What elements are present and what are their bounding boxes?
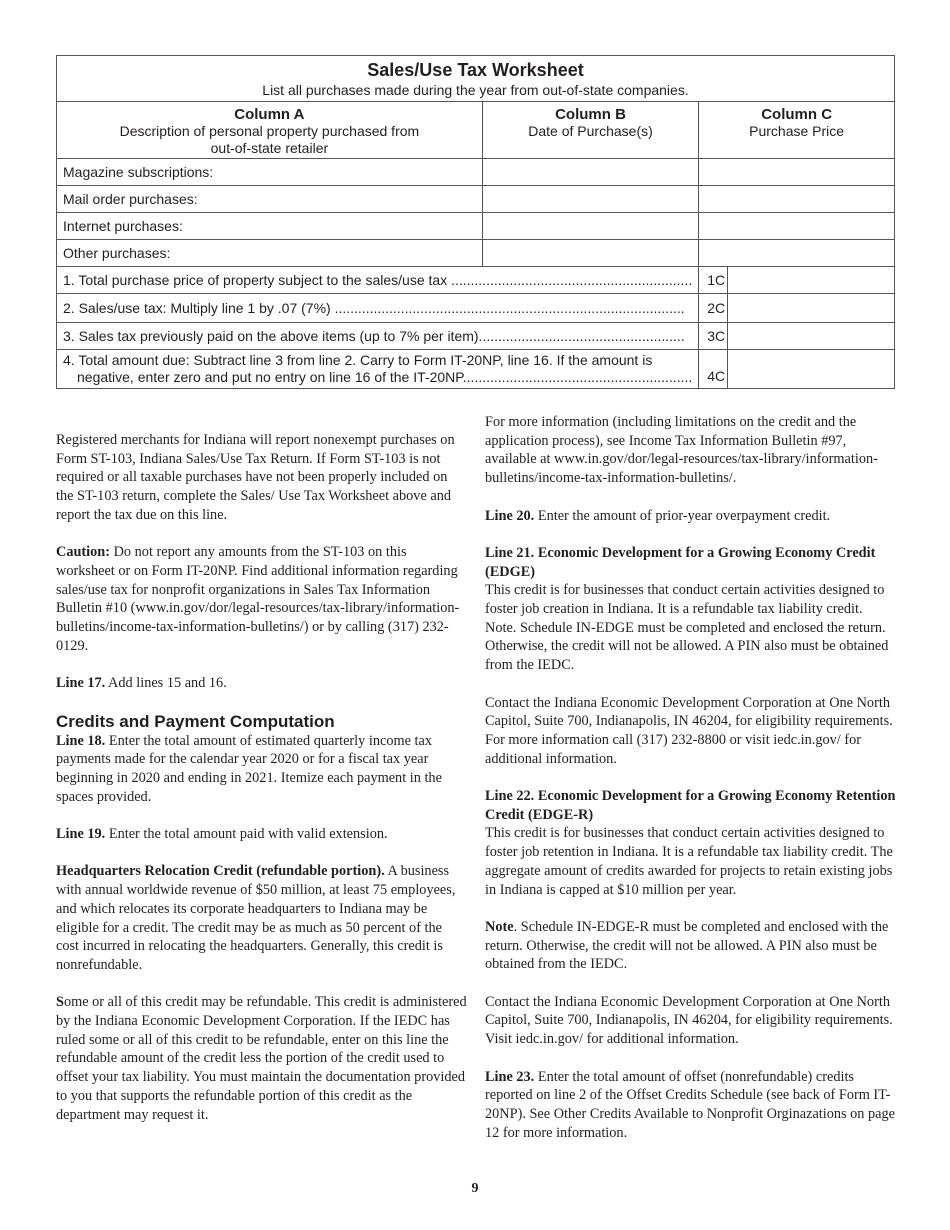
line-1-row: [57, 267, 895, 294]
line-21-heading: Line 21. Economic Development for a Growing Economy Credit (EDGE): [485, 544, 876, 580]
price-field[interactable]: [699, 213, 895, 240]
line-label: Line 17.: [56, 675, 106, 692]
line-code: 4C: [699, 350, 728, 389]
note-paragraph: [485, 918, 897, 974]
column-c-header: [699, 102, 895, 159]
line-4-text-cont: negative, enter zero and put no entry on line 16 of the IT-20NP...........................................................: [77, 369, 693, 385]
line-22-text: This credit is for businesses that conduct certain activities designed to foster job retention in Indiana. It is a refundable tax liability credit. The aggregate amount of credits awarded for projects to retain existing jobs in Indiana is capped at $10 million per year.: [485, 825, 893, 898]
line-2-row: [57, 294, 895, 323]
line-17-paragraph: [56, 674, 468, 693]
column-a-title: Column A: [234, 106, 305, 123]
contact-paragraph: Contact the Indiana Economic Development Corporation at One North Capitol, Suite 700, Indianapolis, IN 46204, for eligibility requirements. For more information call (317) 232-8800 or visit iedc.in.gov/ for additional information.: [485, 694, 893, 767]
row-label: Other purchases:: [57, 240, 483, 267]
date-field[interactable]: [482, 186, 698, 213]
line-label: Line 18.: [56, 732, 106, 749]
table-row: [57, 186, 895, 213]
line-3-row: [57, 323, 895, 350]
hq-credit-paragraph: [56, 862, 468, 974]
left-column: [56, 431, 468, 1143]
amount-field[interactable]: [728, 267, 895, 294]
line-text: Enter the amount of prior-year overpayment credit.: [534, 507, 831, 524]
amount-field[interactable]: [728, 294, 895, 323]
column-b-desc: Date of Purchase(s): [528, 123, 653, 139]
price-field[interactable]: [699, 240, 895, 267]
worksheet-header: [57, 56, 895, 102]
caution-paragraph: [56, 543, 468, 655]
note-text: . Schedule IN-EDGE-R must be completed and enclosed with the return. Otherwise, the credit will not be allowed. A PIN also must be obtained from the IEDC.: [485, 918, 889, 973]
table-row: [57, 213, 895, 240]
table-row: [57, 159, 895, 186]
caution-label: Caution:: [56, 544, 111, 561]
line-code: 3C: [699, 323, 728, 350]
date-field[interactable]: [482, 213, 698, 240]
hq-credit-text: A business with annual worldwide revenue of $50 million, at least 75 employees, and which relocates its corporate headquarters to Indiana may be eligible for a credit. The credit may be as much as 50 percent of the cost incurred in relocating the headquarters. Generally, this credit is nonrefundable.: [56, 863, 456, 973]
column-b-header: [482, 102, 698, 159]
line-text: Enter the total amount of offset (nonrefundable) credits reported on line 2 of the Offset Credits Schedule (see back of Form IT-20NP). See Other Credits Available to Nonprofit Orginazations on page 12 for more information.: [485, 1068, 896, 1141]
line-4-text: 4. Total amount due: Subtract line 3 from line 2. Carry to Form IT-20NP, line 16. If the amount is: [63, 352, 653, 368]
date-field[interactable]: [482, 159, 698, 186]
line-19-paragraph: [56, 825, 468, 844]
price-field[interactable]: [699, 186, 895, 213]
line-20-paragraph: [485, 507, 897, 526]
column-c-title: Column C: [761, 106, 833, 123]
line-23-paragraph: [485, 1068, 897, 1143]
worksheet-subtitle: List all purchases made during the year from out-of-state companies.: [262, 82, 689, 98]
date-field[interactable]: [482, 240, 698, 267]
paragraph: Registered merchants for Indiana will report nonexempt purchases on Form ST-103, Indiana Sales/Use Tax Return. If Form ST-103 is not required or all taxable purchases have not been properly included on the ST-103 return, complete the Sales/ Use Tax Worksheet above and report the tax due on this line.: [56, 432, 455, 523]
bold-initial: S: [56, 994, 64, 1011]
column-b-title: Column B: [555, 106, 626, 123]
line-18-paragraph: [56, 732, 468, 807]
line-text: Enter the total amount paid with valid extension.: [105, 826, 388, 842]
line-21-text: This credit is for businesses that conduct certain activities designed to foster job creation in Indiana. It is a refundable tax liability credit. Note. Schedule IN-EDGE must be completed and enclosed the return. Otherwise, the credit will not be allowed. A PIN also must be obtained from the IEDC.: [485, 582, 889, 674]
page-number: 9: [471, 1181, 479, 1196]
note-label: Note: [485, 918, 514, 935]
refundable-paragraph: [56, 993, 468, 1124]
line-code: 2C: [699, 294, 728, 323]
column-c-desc: Purchase Price: [749, 123, 845, 139]
row-label: Mail order purchases:: [57, 186, 483, 213]
worksheet-title: Sales/Use Tax Worksheet: [367, 60, 584, 80]
paragraph: For more information (including limitations on the credit and the application process), see Income Tax Information Bulletin #97, available at www.in.gov/dor/legal-resources/tax-library/information-bulletins/income-tax-information-bulletins/.: [485, 414, 878, 487]
hq-credit-label: Headquarters Relocation Credit (refundable portion).: [56, 863, 385, 880]
amount-field[interactable]: [728, 323, 895, 350]
refundable-text: ome or all of this credit may be refundable. This credit is administered by the Indiana Economic Development Corporation. If the IEDC has ruled some or all of this credit to be refundable, enter on this line the refundable amount of the credit less the portion of the credit used to offset your tax liability. You must maintain the documentation provided to you that supports the refundable portion of this credit as the department may request it.: [56, 994, 467, 1123]
line-label: 1. Total purchase price of property subject to the sales/use tax ..............................................................: [57, 267, 699, 294]
line-code: 1C: [699, 267, 728, 294]
line-label: [57, 350, 699, 389]
contact-paragraph: Contact the Indiana Economic Development Corporation at One North Capitol, Suite 700, Indianapolis, IN 46204, for eligibility requirements. Visit iedc.in.gov/ for additional information.: [485, 993, 893, 1048]
line-label: 2. Sales/use tax: Multiply line 1 by .07 (7%) ..........................................................................................: [57, 294, 699, 323]
row-label: Magazine subscriptions:: [57, 159, 483, 186]
line-label: 3. Sales tax previously paid on the above items (up to 7% per item).....................................................: [57, 323, 699, 350]
line-label: Line 19.: [56, 826, 106, 842]
line-label: Line 23.: [485, 1068, 535, 1085]
right-column: [485, 413, 897, 1161]
row-label: Internet purchases:: [57, 213, 483, 240]
price-field[interactable]: [699, 159, 895, 186]
table-row: [57, 240, 895, 267]
column-a-desc: Description of personal property purchased from out-of-state retailer: [119, 123, 420, 156]
caution-text: Do not report any amounts from the ST-103 on this worksheet or on Form IT-20NP. Find additional information regarding sales/use tax for nonprofit organizations in Sales Tax Information Bulletin #10 (www.in.gov/dor/legal-resources/tax-library/information-bulletins/income-tax-information-bulletins/) or by calling (317) 232-0129.: [56, 544, 460, 654]
line-22-heading: Line 22. Economic Development for a Growing Economy Retention Credit (EDGE-R): [485, 788, 896, 823]
column-a-header: [57, 102, 483, 159]
amount-field[interactable]: [728, 350, 895, 389]
section-heading: Credits and Payment Computation: [56, 711, 335, 731]
sales-use-tax-worksheet: [56, 55, 895, 389]
line-text: Enter the total amount of estimated quarterly income tax payments made for the calendar year 2020 or for a fiscal tax year beginning in 2020 and ending in 2021. Itemize each payment in the spaces provided.: [56, 732, 442, 805]
line-4-row: [57, 350, 895, 389]
line-label: Line 20.: [485, 507, 535, 524]
line-text: Add lines 15 and 16.: [105, 675, 227, 692]
